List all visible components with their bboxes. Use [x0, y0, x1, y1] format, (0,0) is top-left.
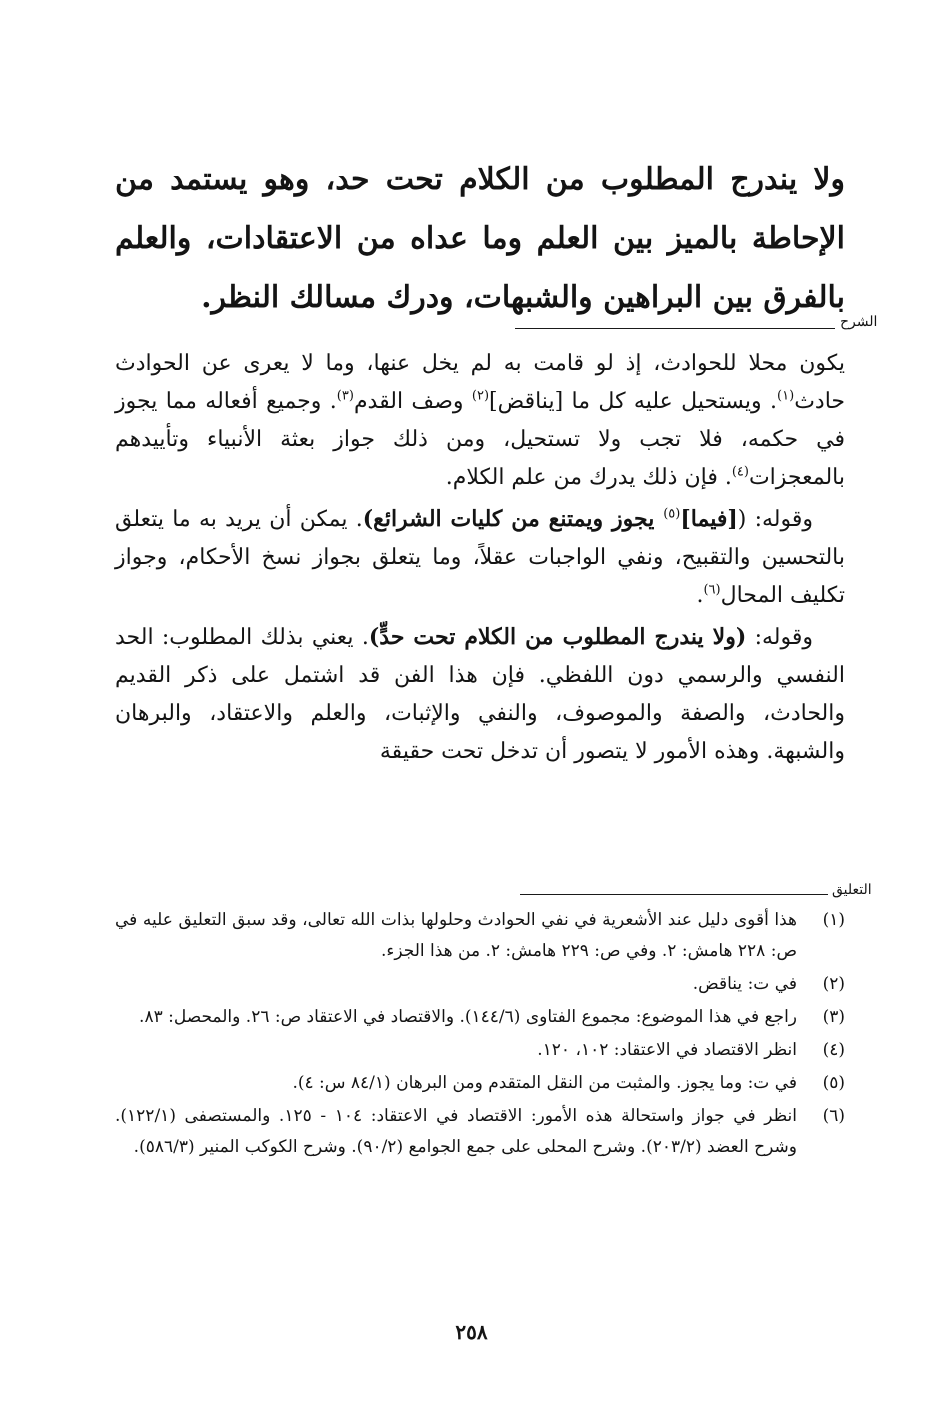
commentary-paragraph: وقوله: (ولا يندرج المطلوب من الكلام تحت حدٍّ). يعني بذلك المطلوب: الحد النفسي والرسمي دون اللفظي. فإن هذا الفن قد اشتمل على ذكر القديم والحادث، والصفة والموصوف، والنفي والإثبات، والعلم والاعتقاد، والبرهان والشبهة. وهذه الأمور لا يتصور أن تدخل تحت حقيقة — [115, 624, 845, 764]
footnote-text: انظر الاقتصاد في الاعتقاد: ١٠٢، ١٢٠. — [537, 1040, 797, 1060]
footnote-number: (٢) — [822, 974, 845, 994]
commentary-paragraph: يكون محلا للحوادث، إذ لو قامت به لم يخل عنها، وما لا يعرى عن الحوادث حادث$^{(١)}$. ويستحيل عليه كل ما [يناقض]$^{(٢)}$ وصف القدم$^{(٣)}$. وجميع أفعاله مما يجوز في حكمه، فلا تجب ولا تستحيل، ومن ذلك جواز بعثة الأنبياء وتأييدهم بالمعجزات$^{(٤)}$. فإن ذلك يدرك من علم الكلام. — [115, 351, 845, 490]
sharh-label: الشرح — [840, 314, 878, 330]
footnote-ref[interactable]: (٣) — [336, 388, 354, 404]
footnote-number: (٥) — [822, 1073, 845, 1093]
footnote-text: هذا أقوى دليل عند الأشعرية في نفي الحوادث وحلولها بذات الله تعالى، وقد سبق التعليق عليه في ص: ٢٢٨ هامش: ٢. وفي ص: ٢٢٩ هامش: ٢. من هذا الجزء. — [115, 910, 797, 961]
footnote — [115, 969, 845, 1000]
footnotes — [115, 905, 845, 1165]
main-text: ولا يندرج المطلوب من الكلام تحت حد، وهو يستمد من الإحاطة بالميز بين العلم وما عداه من الاعتقادات، والعلم بالفرق بين البراهين والشبهات، ودرك مسالك النظر. — [115, 162, 845, 315]
footnote-number: (٣) — [822, 1007, 845, 1027]
footnote-number: (١) — [822, 910, 845, 930]
footnote-text: انظر في جواز واستحالة هذه الأمور: الاقتصاد في الاعتقاد: ١٠٤ - ١٢٥. والمستصفى (١٢٢/١). وشرح العضد (٢٠٣/٢). وشرح المحلى على جمع الجوامع (٩٠/٢). وشرح الكوكب المنير (٥٨٦/٣). — [115, 1106, 797, 1157]
notes-divider — [520, 894, 828, 895]
page-number: ٢٥٨ — [455, 1320, 488, 1344]
footnote — [115, 905, 845, 967]
footnote — [115, 1101, 845, 1163]
commentary-paragraph: وقوله: ([فيما]$^{(٥)}$ يجوز ويمتنع من كليات الشرائع). يمكن أن يريد به ما يتعلق بالتحسين والتقبيح، ونفي الواجبات عقلاً، وما يتعلق بجواز نسخ الأحكام، وجواز تكليف المحال$^{(٦)}$. — [115, 506, 845, 608]
footnote — [115, 1002, 845, 1033]
footnote-text: في ت: يناقض. — [692, 974, 797, 994]
footnote-text: راجع في هذا الموضوع: مجموع الفتاوى (١٤٤/٦). والاقتصاد في الاعتقاد ص: ٢٦. والمحصل: ٨٣. — [139, 1007, 797, 1027]
footnote-text: في ت: وما يجوز. والمثبت من النقل المتقدم ومن البرهان (٨٤/١ س: ٤). — [292, 1073, 797, 1093]
footnote-ref[interactable]: (٦) — [703, 582, 721, 598]
footnote-number: (٦) — [822, 1106, 845, 1126]
notes-label: التعليق — [832, 882, 872, 898]
footnote-ref[interactable]: (٥) — [663, 506, 681, 522]
footnote-ref[interactable]: (٢) — [471, 388, 490, 404]
footnote-ref[interactable]: (٤) — [731, 464, 749, 480]
commentary — [115, 345, 845, 771]
footnote-number: (٤) — [822, 1040, 845, 1060]
footnote-ref[interactable]: (١) — [777, 388, 795, 404]
sharh-divider — [515, 328, 835, 329]
footnote — [115, 1035, 845, 1066]
footnote — [115, 1068, 845, 1099]
